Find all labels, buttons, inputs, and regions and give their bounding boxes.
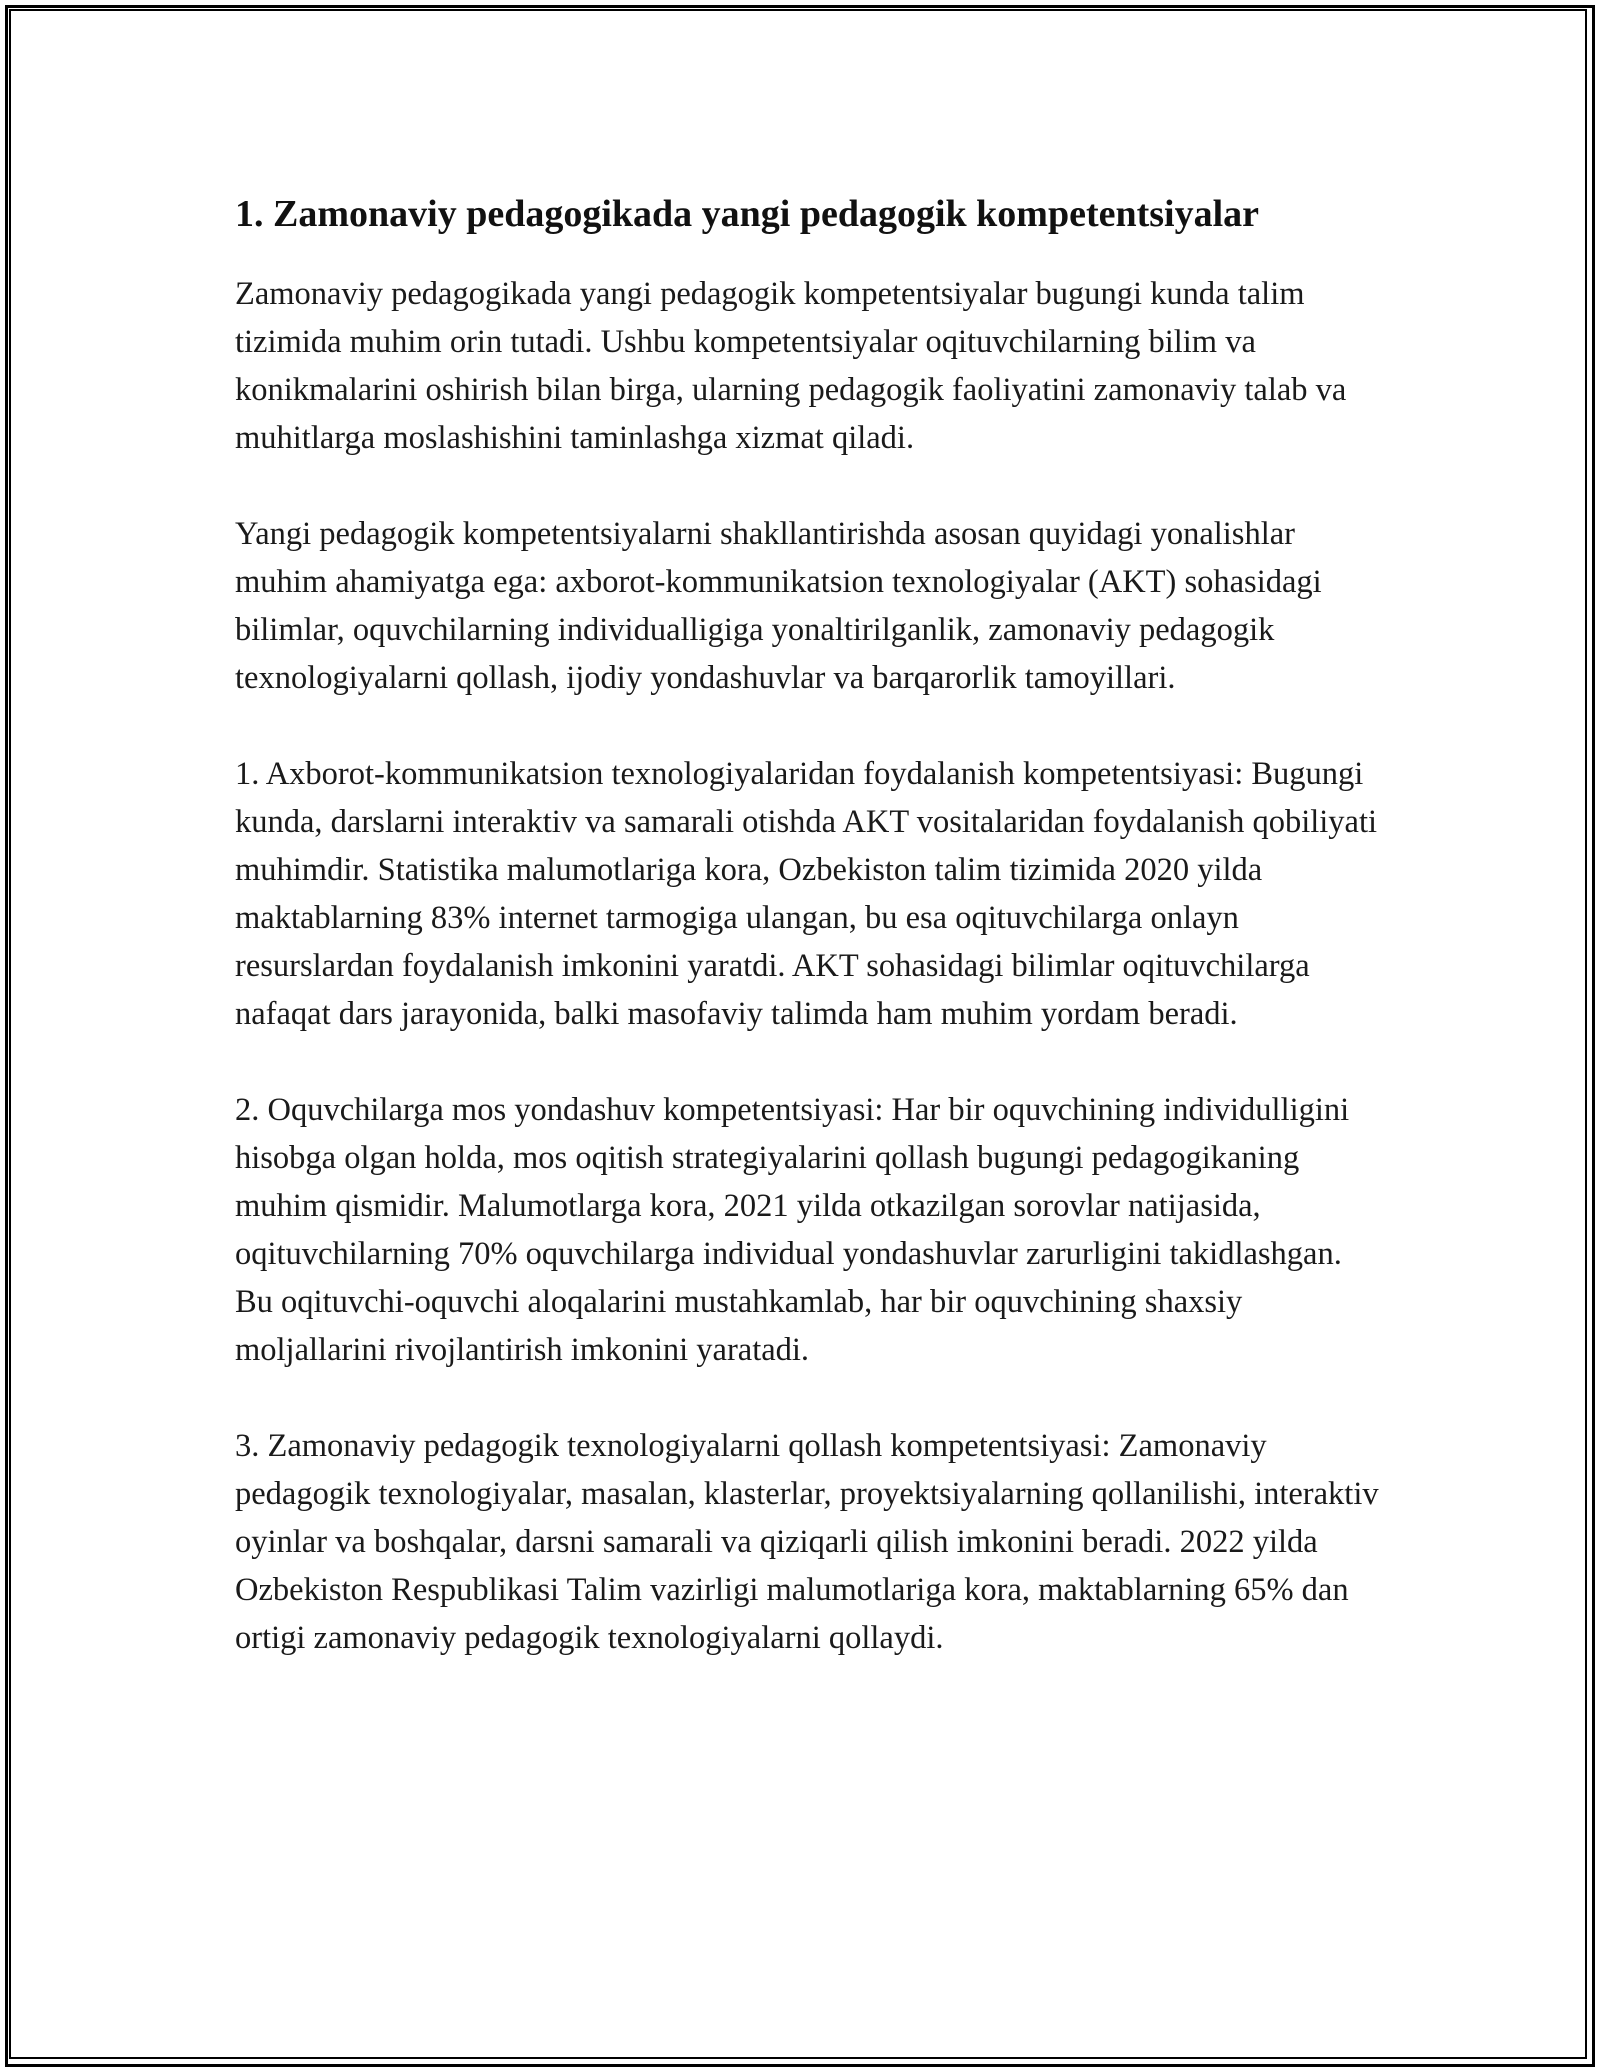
paragraph-directions: Yangi pedagogik kompetentsiyalarni shakllantirishda asosan quyidagi yonalishlar muhim ahamiyatga ega: axborot-kommunikatsion texnologiyalar (AKT) sohasidagi bilimlar, oquvchilarning individualligiga yonaltirilganlik, zamonaviy pedagogik texnologiyalarni qollash, ijodiy yondashuvlar va barqarorlik tamoyillari. (235, 516, 1322, 696)
paragraph-intro: Zamonaviy pedagogikada yangi pedagogik kompetentsiyalar bugungi kunda talim tizimida muhim orin tutadi. Ushbu kompetentsiyalar oqituvchilarning bilim va konikmalarini oshirish bilan birga, ularning pedagogik faoliyatini zamonaviy talab va muhitlarga moslashishini taminlashga xizmat qiladi. (235, 276, 1347, 456)
section-title: 1. Zamonaviy pedagogikada yangi pedagogik kompetentsiyalar (235, 193, 1260, 235)
document-body (235, 190, 1385, 1710)
paragraph-student-approach: 2. Oquvchilarga mos yondashuv kompetentsiyasi: Har bir oquvchining individulligini hisobga olgan holda, mos oqitish strategiyalarini qollash bugungi pedagogikaning muhim qismidir. Malumotlarga kora, 2021 yilda otkazilgan sorovlar natijasida, oqituvchilarning 70% oquvchilarga individual yondashuvlar zarurligini takidlashgan. Bu oqituvchi-oquvchi aloqalarini mustahkamlab, har bir oquvchining shaxsiy moljallarini rivojlantirish imkonini yaratadi. (235, 1092, 1350, 1368)
paragraph-ict-competence: 1. Axborot-kommunikatsion texnologiyalaridan foydalanish kompetentsiyasi: Bugungi kunda, darslarni interaktiv va samarali otishda AKT vositalaridan foydalanish qobiliyati muhimdir. Statistika malumotlariga kora, Ozbekiston talim tizimida 2020 yilda maktablarning 83% internet tarmogiga ulangan, bu esa oqituvchilarga onlayn resurslardan foydalanish imkonini yaratdi. AKT sohasidagi bilimlar oqituvchilarga nafaqat dars jarayonida, balki masofaviy talimda ham muhim yordam beradi. (235, 756, 1378, 1032)
paragraph-pedagogical-technologies: 3. Zamonaviy pedagogik texnologiyalarni qollash kompetentsiyasi: Zamonaviy pedagogik texnologiyalar, masalan, klasterlar, proyektsiyalarning qollanilishi, interaktiv oyinlar va boshqalar, darsni samarali va qiziqarli qilish imkonini beradi. 2022 yilda Ozbekiston Respublikasi Talim vazirligi malumotlariga kora, maktablarning 65% dan ortigi zamonaviy pedagogik texnologiyalarni qollaydi. (235, 1428, 1379, 1656)
